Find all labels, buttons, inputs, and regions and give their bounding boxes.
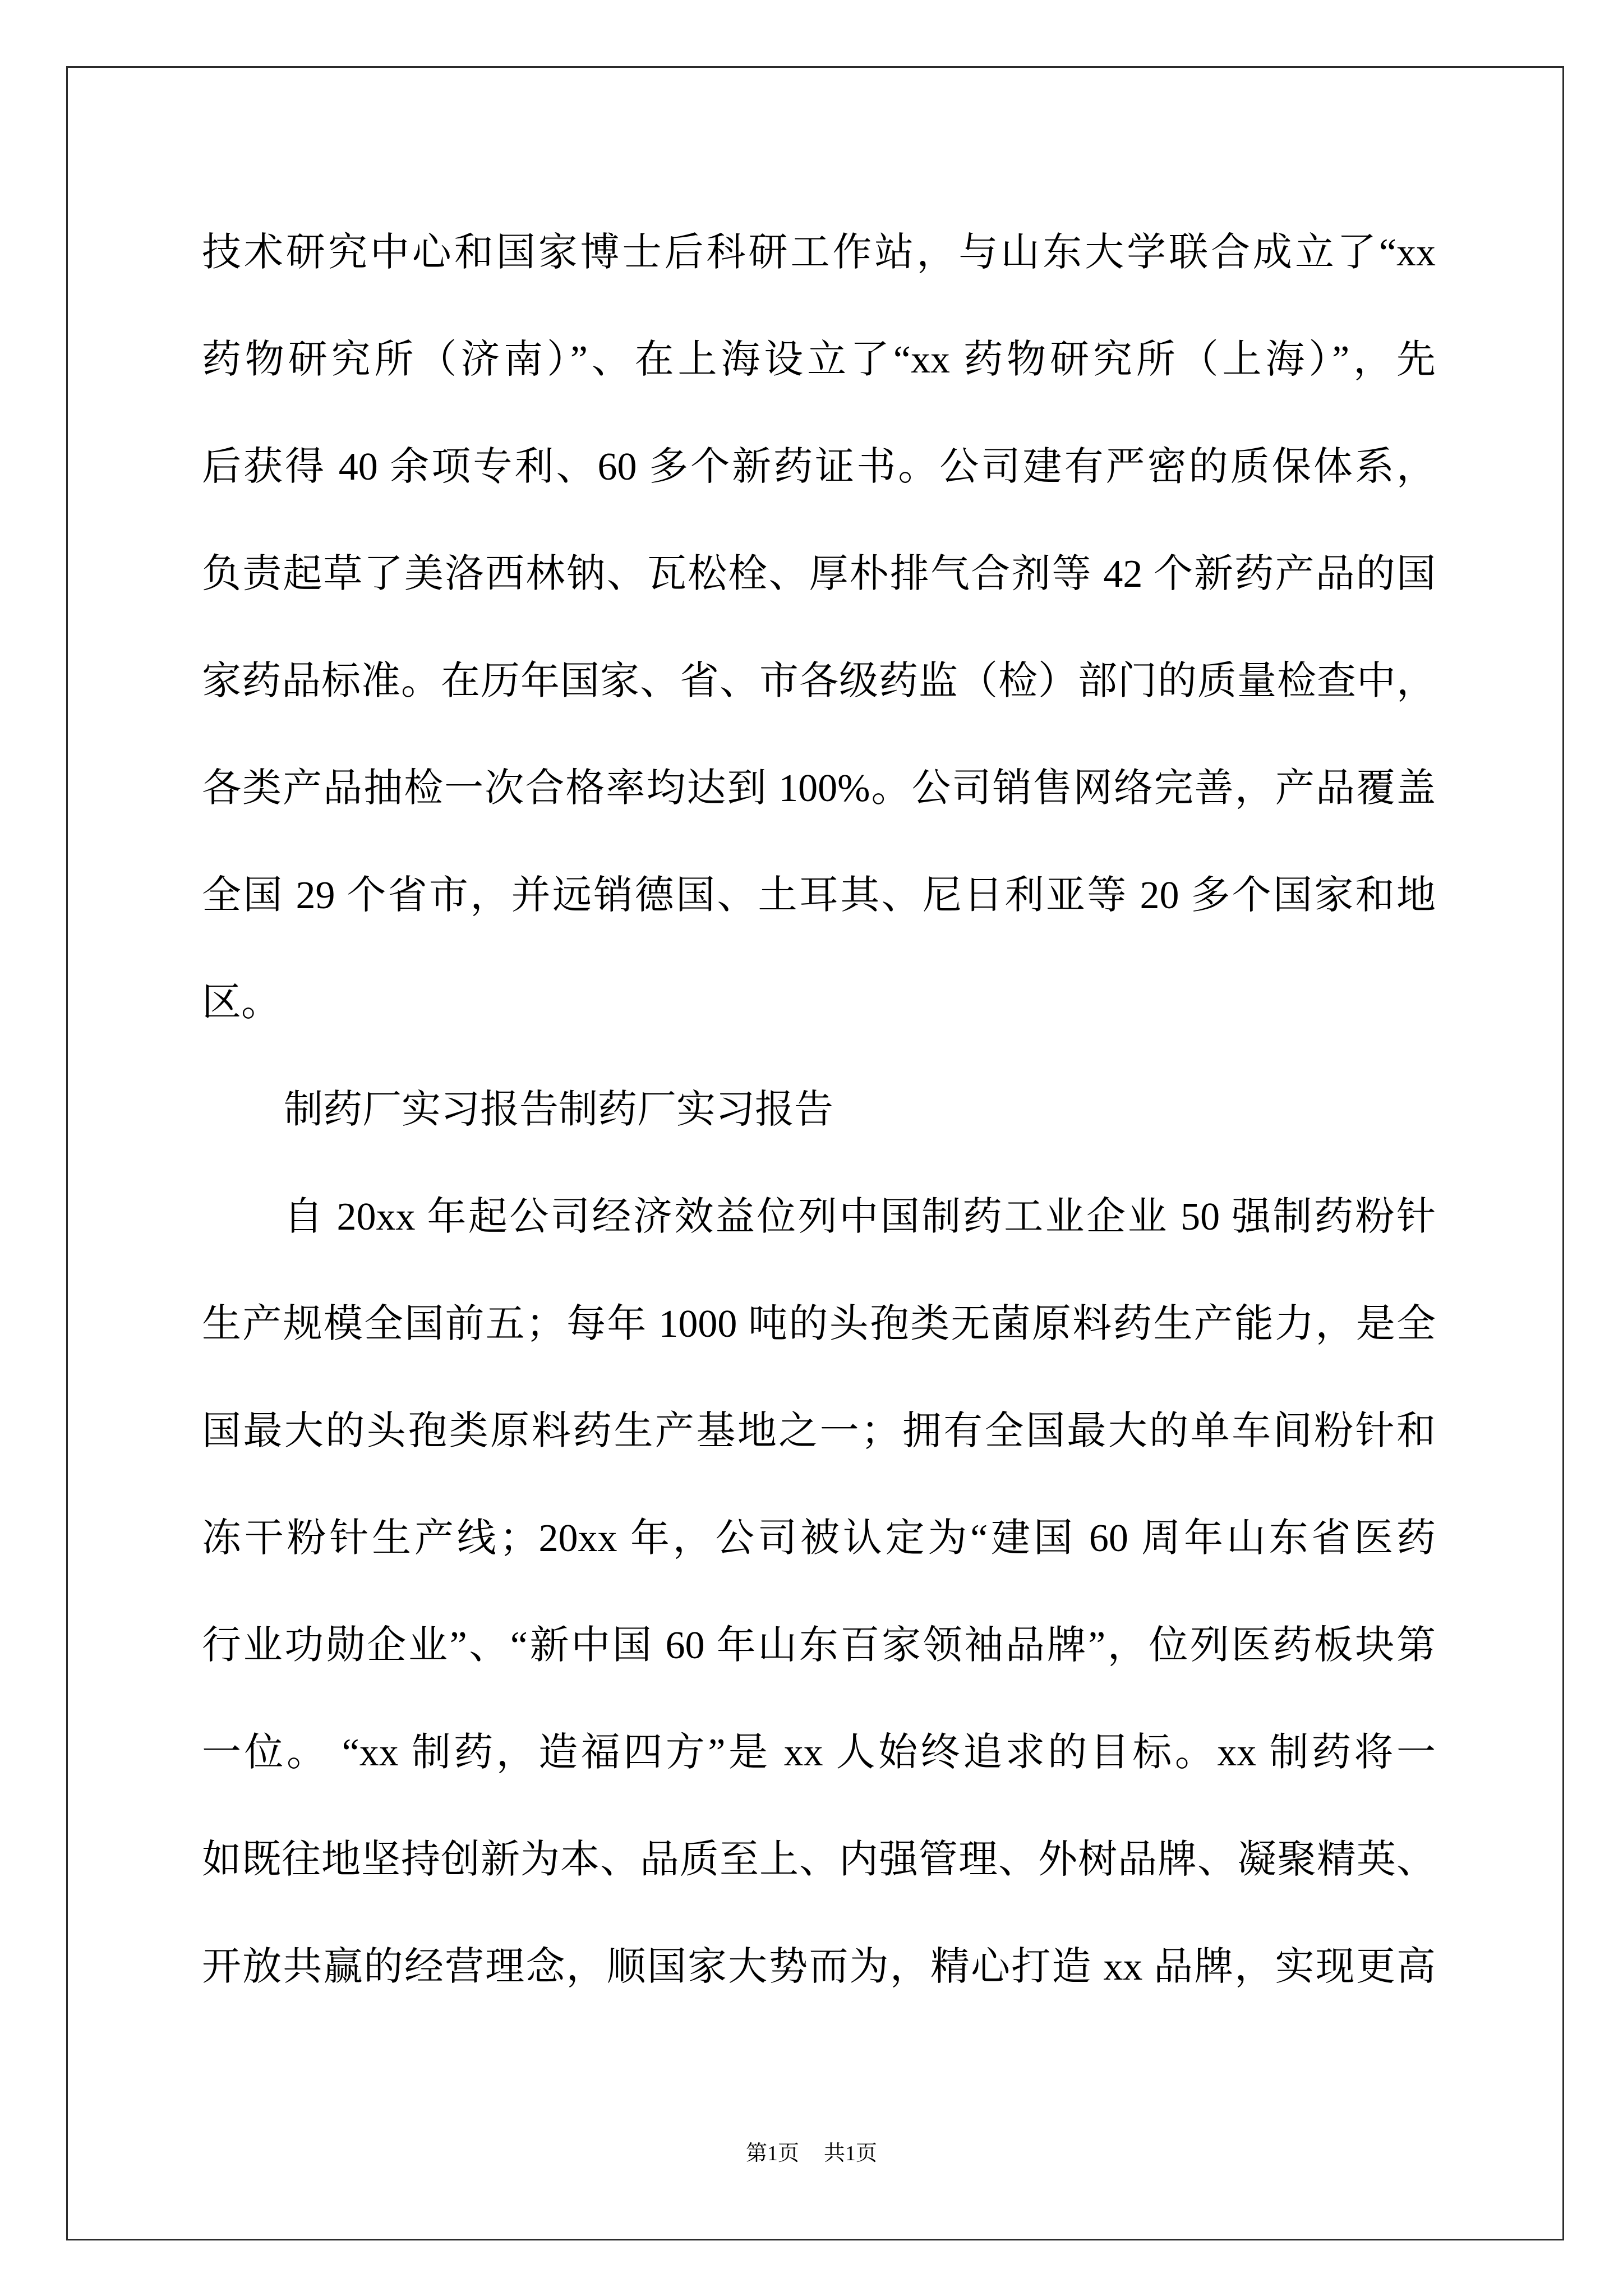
text-line: 开放共赢的经营理念，顺国家大势而为，精心打造 xx 品牌，实现更高: [202, 1945, 1436, 1989]
text-line: 行业功勋企业”、“新中国 60 年山东百家领袖品牌”，位列医药板块第: [202, 1624, 1436, 1667]
page-total: 共1页: [824, 2142, 878, 2165]
heading-line: 制药厂实习报告制药厂实习报告: [284, 1088, 833, 1131]
text-line: 区。: [202, 981, 280, 1024]
text-line: 生产规模全国前五；每年 1000 吨的头孢类无菌原料药生产能力，是全: [202, 1303, 1436, 1346]
page-footer: [0, 2139, 1623, 2168]
text-line: 后获得 40 余项专利、60 多个新药证书。公司建有严密的质保体系，: [202, 445, 1436, 489]
text-line: 各类产品抽检一次合格率均达到 100%。公司销售网络完善，产品覆盖: [202, 767, 1436, 810]
text-line: 冻干粉针生产线；20xx 年，公司被认定为“建国 60 周年山东省医药: [202, 1517, 1436, 1560]
document-body: [202, 199, 1436, 2021]
text-line: 药物研究所（济南）”、在上海设立了“xx 药物研究所（上海）”，先: [202, 338, 1436, 381]
text-line: 一位。 “xx 制药，造福四方”是 xx 人始终追求的目标。xx 制药将一: [202, 1731, 1436, 1774]
paragraph: [202, 199, 1436, 1056]
paragraph: [202, 1163, 1436, 2021]
text-line: 全国 29 个省市，并远销德国、土耳其、尼日利亚等 20 多个国家和地: [202, 874, 1436, 917]
section-heading: [202, 1056, 1436, 1163]
page-number: 第1页: [745, 2142, 799, 2165]
text-line: 技术研究中心和国家博士后科研工作站，与山东大学联合成立了“xx: [202, 231, 1436, 274]
text-line: 自 20xx 年起公司经济效益位列中国制药工业企业 50 强制药粉针: [284, 1195, 1436, 1239]
text-line: 国最大的头孢类原料药生产基地之一；拥有全国最大的单车间粉针和: [202, 1410, 1436, 1453]
text-line: 如既往地坚持创新为本、品质至上、内强管理、外树品牌、凝聚精英、: [202, 1838, 1436, 1881]
text-line: 负责起草了美洛西林钠、瓦松栓、厚朴排气合剂等 42 个新药产品的国: [202, 553, 1436, 596]
text-line: 家药品标准。在历年国家、省、市各级药监（检）部门的质量检查中，: [202, 660, 1436, 703]
